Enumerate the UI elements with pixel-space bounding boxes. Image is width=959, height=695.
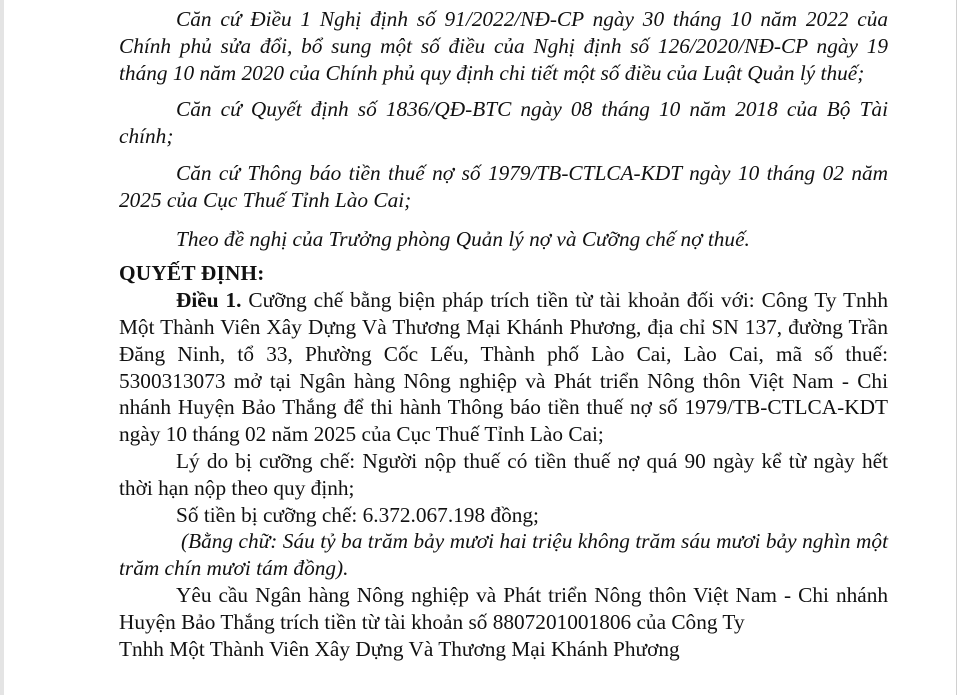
enforcement-amount: Số tiền bị cưỡng chế: 6.372.067.198 đồng; <box>176 502 539 527</box>
article-1 <box>119 287 888 448</box>
viewer-right-edge <box>956 0 957 695</box>
preamble-decree-91: Căn cứ Điều 1 Nghị định số 91/2022/NĐ-CP ngày 30 tháng 10 năm 2022 của Chính phủ sửa đổi, bổ sung một số điều của Nghị định số 126/2020/NĐ-CP ngày 19 tháng 10 năm 2020 của Chính phủ quy định chi tiết một số điều của Luật Quản lý thuế; <box>119 7 888 85</box>
bank-request: Yêu cầu Ngân hàng Nông nghiệp và Phát triển Nông thôn Việt Nam - Chi nhánh Huyện Bảo Thắng trích tiền từ tài khoản số 8807201001806 của Công Ty <box>119 582 888 634</box>
document-page <box>119 6 888 662</box>
preamble-notice-1979: Căn cứ Thông báo tiền thuế nợ số 1979/TB-CTLCA-KDT ngày 10 tháng 02 năm 2025 của Cục Thuế Tỉnh Lào Cai; <box>119 160 888 212</box>
amount-in-words: (Bằng chữ: Sáu tỷ ba trăm bảy mươi hai triệu không trăm sáu mươi bảy nghìn một trăm chín mươi tám đồng). <box>119 529 888 581</box>
article-1-label: Điều 1. <box>176 288 242 313</box>
decision-heading: QUYẾT ĐỊNH: <box>119 261 265 286</box>
preamble-proposal: Theo đề nghị của Trưởng phòng Quản lý nợ và Cưỡng chế nợ thuế. <box>176 226 750 251</box>
enforcement-reason: Lý do bị cưỡng chế: Người nộp thuế có tiền thuế nợ quá 90 ngày kể từ ngày hết thời hạn nộp theo quy định; <box>119 448 888 500</box>
bank-request-continued: Tnhh Một Thành Viên Xây Dựng Và Thương Mại Khánh Phương <box>119 636 680 661</box>
viewer-left-margin <box>0 0 4 695</box>
article-1-text: Cưỡng chế bằng biện pháp trích tiền từ tài khoản đối với: Công Ty Tnhh Một Thành Viên Xây Dựng Và Thương Mại Khánh Phương, địa chỉ SN 137, đường Trần Đăng Ninh, tổ 33, Phường Cốc Lếu, Thành phố Lào Cai, Lào Cai, mã số thuế: 5300313073 mở tại Ngân hàng Nông nghiệp và Phát triển Nông thôn Việt Nam - Chi nhánh Huyện Bảo Thắng để thi hành Thông báo tiền thuế nợ số 1979/TB-CTLCA-KDT ngày 10 tháng 02 năm 2025 của Cục Thuế Tỉnh Lào Cai; <box>119 288 888 447</box>
preamble-decision-1836: Căn cứ Quyết định số 1836/QĐ-BTC ngày 08 tháng 10 năm 2018 của Bộ Tài chính; <box>119 97 888 149</box>
